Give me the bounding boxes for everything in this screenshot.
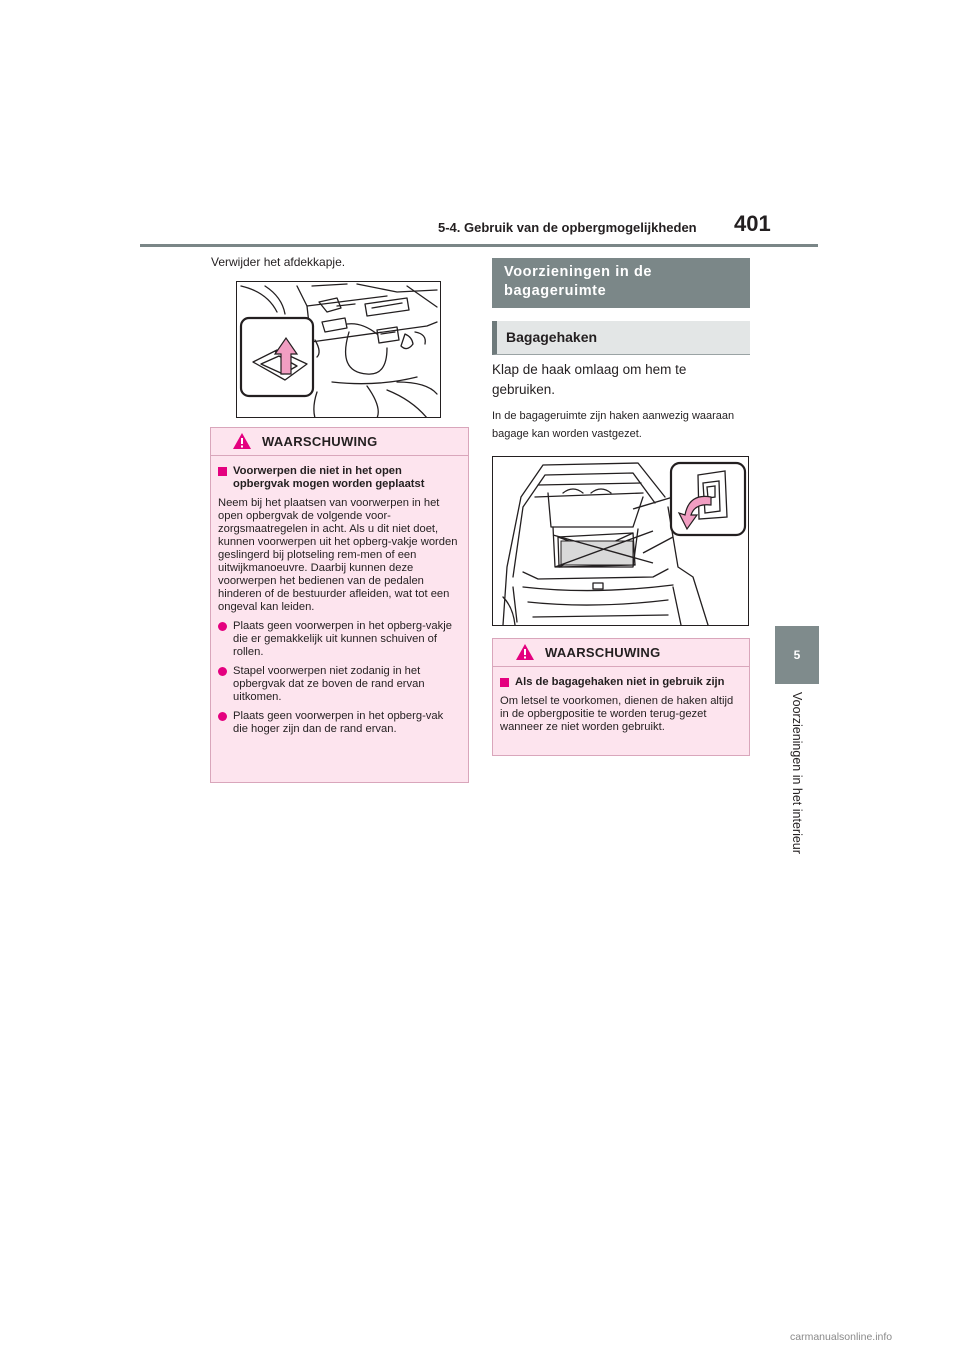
bullet-dot-icon [218, 667, 227, 676]
intro-text: Verwijder het afdekkapje. [211, 255, 346, 269]
warning-heading: Voorwerpen die niet in het open opbergvak mogen worden geplaatst [218, 465, 460, 491]
square-bullet-icon [500, 678, 509, 687]
warning-box-storage [210, 427, 469, 783]
bullet-dot-icon [218, 712, 227, 721]
section-title: 5-4. Gebruik van de opbergmogelijkheden [438, 220, 697, 235]
warning-triangle-icon [515, 643, 535, 661]
warning-box-hooks [492, 638, 750, 756]
chapter-title: Voorzieningen in het interieur [790, 692, 804, 854]
section-heading: Voorzieningen in de bagageruimte [492, 258, 750, 308]
luggage-hooks-illustration [492, 456, 749, 626]
info-text: In de bagageruimte zijn haken aanwezig waaraan bagage kan worden vastgezet. [492, 410, 735, 440]
warning-heading: Als de bagagehaken niet in gebruik zijn [500, 676, 741, 689]
square-bullet-icon [218, 467, 227, 476]
list-item: Stapel voorwerpen niet zodanig in het opbergvak dat ze boven de rand ervan uitkomen. [218, 665, 460, 704]
chapter-tab[interactable] [775, 626, 819, 684]
warning-paragraph: Neem bij het plaatsen van voorwerpen in het open opbergvak de volgende voor-zorgsmaatregelen in acht. Als u dit niet doet, kunnen voorwerpen uit het opberg-vakje worden geslingerd bij plotseling rem-men of een uitwijkmanoeuvre. Daarbij kunnen deze voorwerpen het bedienen van de pedalen hinderen of de bestuurder afleiden, wat tot een ongeval kan leiden. [218, 497, 458, 613]
chapter-number: 5 [793, 648, 801, 662]
warning-paragraph: Om letsel te voorkomen, dienen de haken altijd in de opbergpositie te worden terug-gezet wanneer ze niet worden gebruikt. [500, 695, 734, 733]
warning-title: WAARSCHUWING [262, 434, 378, 449]
list-item: Plaats geen voorwerpen in het opberg-vakje die er gemakkelijk uit kunnen schuiven of rollen. [218, 620, 460, 659]
page-number: 401 [734, 211, 771, 236]
list-item: Plaats geen voorwerpen in het opberg-vak die hoger zijn dan de rand ervan. [218, 710, 460, 736]
warning-header [211, 428, 468, 456]
watermark: carmanualsonline.info [790, 1331, 893, 1343]
instruction-text: Klap de haak omlaag om hem te gebruiken. [492, 362, 687, 397]
header-divider [140, 244, 818, 247]
warning-triangle-icon [232, 432, 252, 450]
sub-heading: Bagagehaken [492, 321, 750, 355]
warning-title: WAARSCHUWING [545, 645, 661, 660]
bullet-dot-icon [218, 622, 227, 631]
cover-removal-illustration [236, 281, 441, 418]
warning-header [493, 639, 749, 667]
